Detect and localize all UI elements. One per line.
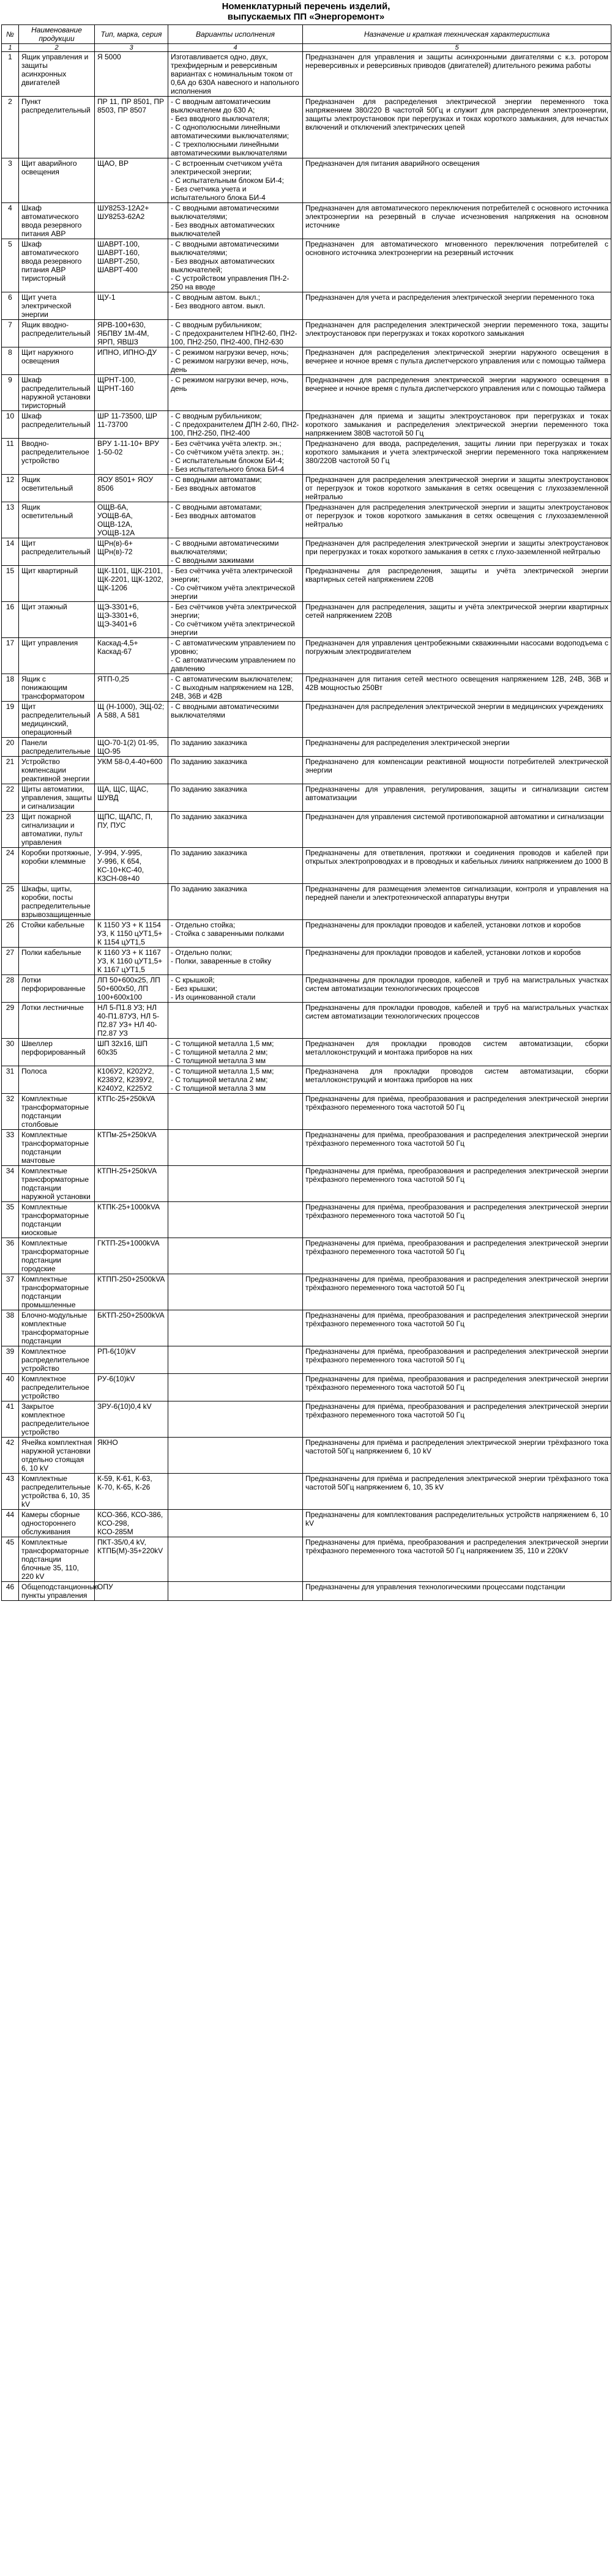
- table-row: [2, 1094, 611, 1130]
- row-number: 36: [2, 1238, 19, 1274]
- row-number: 28: [2, 975, 19, 1003]
- product-variants: - С вводным рубильником; - С предохранителем ДПН 2-60, ПН2-100, ПН2-250, ПН2-400: [168, 411, 303, 439]
- product-purpose: Предназначены для комплектования распределительных устройств напряжением 6, 10 kV: [303, 1510, 611, 1537]
- product-type: ЯКНО: [95, 1438, 168, 1474]
- table-row: [2, 702, 611, 738]
- table-row: [2, 1066, 611, 1094]
- table-row: [2, 411, 611, 439]
- product-purpose: Предназначен для приема и защиты электроустановок при перегрузках и токах короткого замыкания и распределения электрической энергии переменного тока напряжением 380В частотой 50 Гц: [303, 411, 611, 439]
- product-purpose: Предназначен для автоматического мгновенного переключения потребителей с основного источника электроэнергии на резервный источник: [303, 239, 611, 292]
- table-row: [2, 239, 611, 292]
- product-name: Щит этажный: [19, 602, 95, 638]
- product-type: КТПК-25+1000kVA: [95, 1202, 168, 1238]
- product-variants: - С толщиной металла 1,5 мм; - С толщиной металла 2 мм; - С толщиной металла 3 мм: [168, 1066, 303, 1094]
- product-name: Ящик осветительный: [19, 502, 95, 538]
- row-number: 4: [2, 203, 19, 239]
- product-name: Комплектные трансформаторные подстанции городские: [19, 1238, 95, 1274]
- row-number: 13: [2, 502, 19, 538]
- product-name: Комплектные трансформаторные подстанции мачтовые: [19, 1130, 95, 1166]
- product-variants: - Без счётчиков учёта электрической энергии; - Со счётчиком учёта электрической энергии: [168, 602, 303, 638]
- product-variants: - Без счётчика учёта электрической энергии; - Со счётчиком учёта электрической энергии: [168, 566, 303, 602]
- table-row: [2, 1346, 611, 1374]
- product-name: Комплектное распределительное устройство: [19, 1374, 95, 1401]
- row-number: 26: [2, 920, 19, 948]
- table-row: [2, 1582, 611, 1601]
- table-row: [2, 158, 611, 203]
- product-purpose: Предназначено для ввода, распределения, защиты линии при перегрузках и токах короткого замыкания и учета электрической энергии переменного тока напряжением 380/220В частотой 50 Гц: [303, 439, 611, 475]
- product-type: Каскад-4,5+ Каскад-67: [95, 638, 168, 674]
- row-number: 38: [2, 1310, 19, 1346]
- product-type: РУ-6(10)kV: [95, 1374, 168, 1401]
- product-name: Ящик осветительный: [19, 475, 95, 502]
- table-row: [2, 1166, 611, 1202]
- row-number: 10: [2, 411, 19, 439]
- product-variants: [168, 1130, 303, 1166]
- product-type: ЯТП-0,25: [95, 674, 168, 702]
- product-type: КТПП-250+2500kVA: [95, 1274, 168, 1310]
- row-number: 45: [2, 1537, 19, 1582]
- product-type: ЩО-70-1(2) 01-95, ЩО-95: [95, 738, 168, 757]
- table-header-row: [2, 25, 611, 44]
- product-purpose: Предназначены для приёма, преобразования и распределения электрической энергии трёхфазного переменного тока частотой 50 Гц: [303, 1401, 611, 1438]
- product-purpose: Предназначен для управления центробежными скважинными насосами водоподъема с погружным электродвигателем: [303, 638, 611, 674]
- product-name: Общеподстанционные пункты управления: [19, 1582, 95, 1601]
- product-type: ЩА, ЩС, ЩАС, ШУВД: [95, 784, 168, 812]
- products-table: [1, 24, 611, 1601]
- row-number: 43: [2, 1474, 19, 1510]
- product-name: Закрытое комплектное распределительное устройство: [19, 1401, 95, 1438]
- product-purpose: Предназначены для ответвления, протяжки и соединения проводов и кабелей при открытых электропроводках и в проводных и кабельных линиях напряжением до 1000 В: [303, 848, 611, 884]
- product-variants: - С вводными автоматическими выключателями: [168, 702, 303, 738]
- product-name: Полоса: [19, 1066, 95, 1094]
- product-type: ЯОУ 8501+ ЯОУ 8506: [95, 475, 168, 502]
- product-type: НЛ 5-П1.8 УЗ; НЛ 40-П1.87УЗ, НЛ 5-П2.87 УЗ+ НЛ 40-П2.87 УЗ: [95, 1003, 168, 1039]
- product-variants: - С крышкой; - Без крышки; - Из оцинкованной стали: [168, 975, 303, 1003]
- column-index: 1: [2, 44, 19, 52]
- product-purpose: Предназначен для распределения электрической энергии переменного тока, защиты электроустановок при перегрузках и токах короткого замыкания: [303, 320, 611, 347]
- product-purpose: Предназначены для управления, регулирования, защиты и сигнализации систем автоматизации: [303, 784, 611, 812]
- table-row: [2, 1003, 611, 1039]
- table-row: [2, 884, 611, 920]
- product-variants: [168, 1401, 303, 1438]
- table-row: [2, 975, 611, 1003]
- product-name: Щит пожарной сигнализации и автоматики, пульт управления: [19, 812, 95, 848]
- row-number: 20: [2, 738, 19, 757]
- row-number: 46: [2, 1582, 19, 1601]
- product-name: Комплектные трансформаторные подстанции столбовые: [19, 1094, 95, 1130]
- product-type: ЩРн(в)-6+ ЩРн(в)-72: [95, 538, 168, 566]
- row-number: 44: [2, 1510, 19, 1537]
- product-variants: - С толщиной металла 1,5 мм; - С толщиной металла 2 мм; - С толщиной металла 3 мм: [168, 1039, 303, 1066]
- product-variants: Изготавливается одно, двух, трехфидерным и реверсивным вариантах с номинальным током от 0,6А до 630А навесного и напольного исполнения: [168, 52, 303, 97]
- product-purpose: Предназначены для прокладки проводов, кабелей и труб на магистральных участках систем автоматизации технологических процессов: [303, 975, 611, 1003]
- product-name: Ящик с понижающим трансформатором: [19, 674, 95, 702]
- row-number: 12: [2, 475, 19, 502]
- product-variants: - С автоматическим управлением по уровню; - С автоматическим управлением по давлению: [168, 638, 303, 674]
- product-purpose: Предназначены для приёма, преобразования и распределения электрической энергии трёхфазного переменного тока частотой 50 Гц: [303, 1374, 611, 1401]
- product-type: ПКТ-35/0,4 kV, КТПБ(М)-35+220kV: [95, 1537, 168, 1582]
- product-variants: [168, 1238, 303, 1274]
- product-purpose: Предназначены для приёма, преобразования и распределения электрической энергии трёхфазного переменного тока частотой 50 Гц: [303, 1238, 611, 1274]
- product-name: Щит распределительный: [19, 538, 95, 566]
- row-number: 8: [2, 347, 19, 375]
- product-type: КТПс-25+250kVA: [95, 1094, 168, 1130]
- column-index: 4: [168, 44, 303, 52]
- row-number: 27: [2, 948, 19, 975]
- product-variants: - С вводными автоматами; - Без вводных автоматов: [168, 475, 303, 502]
- product-purpose: Предназначен для распределения, защиты и учёта электрической энергии квартирных сетей напряжением 220В: [303, 602, 611, 638]
- product-variants: - Отдельно полки; - Полки, заваренные в стойку: [168, 948, 303, 975]
- table-row: [2, 1274, 611, 1310]
- product-variants: [168, 1310, 303, 1346]
- row-number: 34: [2, 1166, 19, 1202]
- row-number: 9: [2, 375, 19, 411]
- product-variants: - С вводными автоматами; - Без вводных автоматов: [168, 502, 303, 538]
- product-purpose: Предназначен для распределения электрической энергии наружного освещения в вечернее и ночное время с пульта диспетчерского управления или с помощью таймера: [303, 347, 611, 375]
- product-name: Панели распределительные: [19, 738, 95, 757]
- product-type: ЩЭ-3301+6, ЩЭ-3301+6, ЩЭ-3401+6: [95, 602, 168, 638]
- row-number: 1: [2, 52, 19, 97]
- product-name: Ячейка комплектная наружной установки отдельно стоящая 6, 10 kV: [19, 1438, 95, 1474]
- table-row: [2, 757, 611, 784]
- product-purpose: Предназначен для распределения электрической энергии и защиты электроустановок при перегрузках и токах короткого замыкания в сетях с глухо-заземленной нейтралью: [303, 538, 611, 566]
- product-type: К 1160 УЗ + К 1167 УЗ, К 1160 цУТ1,5+ К 1167 цУТ1,5: [95, 948, 168, 975]
- product-variants: - С вводным автоматическим выключателем до 630 А; - Без вводного выключателя; - С однополюсными линейными автоматическими выключателями; - С трехполюсными линейными автоматическими выключателями: [168, 97, 303, 158]
- product-name: Шкаф автоматического ввода резервного питания АВР тиристорный: [19, 239, 95, 292]
- product-variants: [168, 1374, 303, 1401]
- product-name: Комплектные трансформаторные подстанции киосковые: [19, 1202, 95, 1238]
- row-number: 21: [2, 757, 19, 784]
- row-number: 31: [2, 1066, 19, 1094]
- product-variants: [168, 1474, 303, 1510]
- product-type: Щ (Н-1000), ЭЩ-02; А 588, А 581: [95, 702, 168, 738]
- product-purpose: Предназначены для приёма, преобразования и распределения электрической энергии трёхфазного переменного тока частотой 50 Гц напряжением 35, 110 и 220kV: [303, 1537, 611, 1582]
- product-purpose: Предназначен для управления системой противопожарной автоматики и сигнализации: [303, 812, 611, 848]
- product-variants: По заданию заказчика: [168, 812, 303, 848]
- product-purpose: Предназначены для приёма, преобразования и распределения электрической энергии трёхфазного переменного тока частотой 50 Гц: [303, 1094, 611, 1130]
- product-type: УКМ 58-0,4-40+600: [95, 757, 168, 784]
- table-row: [2, 738, 611, 757]
- row-number: 5: [2, 239, 19, 292]
- row-number: 11: [2, 439, 19, 475]
- product-name: Ящик вводно-распределительный: [19, 320, 95, 347]
- table-row: [2, 602, 611, 638]
- product-purpose: Предназначены для распределения электрической энергии: [303, 738, 611, 757]
- product-name: Лотки перфорированные: [19, 975, 95, 1003]
- product-variants: [168, 1094, 303, 1130]
- product-purpose: Предназначены для приёма, преобразования и распределения электрической энергии трёхфазного переменного тока частотой 50 Гц: [303, 1166, 611, 1202]
- product-variants: [168, 1166, 303, 1202]
- product-type: ШУ8253-12А2+ ШУ8253-62А2: [95, 203, 168, 239]
- product-name: Шкаф распределительный: [19, 411, 95, 439]
- title-line-2: выпускаемых ПП «Энергоремонт»: [227, 12, 385, 22]
- product-name: Лотки лестничные: [19, 1003, 95, 1039]
- row-number: 17: [2, 638, 19, 674]
- product-type: ЩУ-1: [95, 292, 168, 320]
- product-name: Стойки кабельные: [19, 920, 95, 948]
- product-type: Я 5000: [95, 52, 168, 97]
- product-name: Полки кабельные: [19, 948, 95, 975]
- product-purpose: Предназначен для распределения электрической энергии в медицинских учреждениях: [303, 702, 611, 738]
- product-name: Комплектные трансформаторные подстанции промышленные: [19, 1274, 95, 1310]
- product-purpose: Предназначены для приёма, преобразования и распределения электрической энергии трёхфазного переменного тока частотой 50 Гц: [303, 1310, 611, 1346]
- product-name: Шкаф автоматического ввода резервного питания АВР: [19, 203, 95, 239]
- table-row: [2, 1510, 611, 1537]
- product-variants: - С вводным рубильником; - С предохранителем НПН2-60, ПН2-100, ПН2-250, ПН2-400, ПН2-630: [168, 320, 303, 347]
- product-purpose: Предназначены для приёма, преобразования и распределения электрической энергии трёхфазного переменного тока частотой 50 Гц: [303, 1202, 611, 1238]
- product-name: Щит наружного освещения: [19, 347, 95, 375]
- header-type: Тип, марка, серия: [95, 25, 168, 44]
- product-type: ЩРНТ-100, ЩРНТ-160: [95, 375, 168, 411]
- product-variants: [168, 1274, 303, 1310]
- product-variants: По заданию заказчика: [168, 848, 303, 884]
- product-type: КТПм-25+250kVA: [95, 1130, 168, 1166]
- table-row: [2, 674, 611, 702]
- product-variants: - Отдельно стойка; - Стойка с заваренными полками: [168, 920, 303, 948]
- product-name: Щиты автоматики, управления, защиты и сигнализации: [19, 784, 95, 812]
- table-row: [2, 1039, 611, 1066]
- product-type: У-994, У-995, У-996, К 654, КС-10+КС-40, КЗСН-08+40: [95, 848, 168, 884]
- product-purpose: Предназначено для компенсации реактивной мощности потребителей электрической энергии: [303, 757, 611, 784]
- product-purpose: Предназначены для приёма и распределения электрической энергии трёхфазного тока частотой 50Гц напряжением 6, 10 kV: [303, 1438, 611, 1474]
- product-type: К106У2, К202У2, К238У2, К239У2, К240У2, К225У2: [95, 1066, 168, 1094]
- column-index: 5: [303, 44, 611, 52]
- product-variants: По заданию заказчика: [168, 738, 303, 757]
- row-number: 23: [2, 812, 19, 848]
- product-variants: - С вводными автоматическими выключателями; - Без вводных автоматических выключателей; - С устройством управления ПН-2-250 на вводе: [168, 239, 303, 292]
- product-variants: - С встроенным счетчиком учёта электрической энергии; - С испытательным блоком БИ-4; - Без счетчика учета и испытательного блока БИ-4: [168, 158, 303, 203]
- product-variants: - С автоматическим выключателем; - С выходным напряжением на 12В, 24В, 36В и 42В: [168, 674, 303, 702]
- product-variants: [168, 1537, 303, 1582]
- row-number: 6: [2, 292, 19, 320]
- product-name: Устройство компенсации реактивной энергии: [19, 757, 95, 784]
- row-number: 40: [2, 1374, 19, 1401]
- product-purpose: Предназначен для питания аварийного освещения: [303, 158, 611, 203]
- table-row: [2, 1238, 611, 1274]
- product-name: Щит учета электрической энергии: [19, 292, 95, 320]
- row-number: 18: [2, 674, 19, 702]
- product-type: ВРУ 1-11-10+ ВРУ 1-50-02: [95, 439, 168, 475]
- product-variants: - С вводными автоматическими выключателями; - Без вводных автоматических выключателей: [168, 203, 303, 239]
- table-row: [2, 920, 611, 948]
- product-type: ШП 32х16, ШП 60х35: [95, 1039, 168, 1066]
- table-row: [2, 1537, 611, 1582]
- product-type: КСО-366, КСО-386, КСО-298, КСО-285М: [95, 1510, 168, 1537]
- table-row: [2, 1310, 611, 1346]
- row-number: 29: [2, 1003, 19, 1039]
- header-variants: Варианты исполнения: [168, 25, 303, 44]
- row-number: 30: [2, 1039, 19, 1066]
- product-variants: - С режимом нагрузки вечер, ночь, день: [168, 375, 303, 411]
- product-type: ЗРУ-6(10)0,4 kV: [95, 1401, 168, 1438]
- product-variants: По заданию заказчика: [168, 757, 303, 784]
- product-name: Шкаф распределительный наружной установки тиристорный: [19, 375, 95, 411]
- table-row: [2, 1438, 611, 1474]
- product-purpose: Предназначен для питания сетей местного освещения напряжением 12В, 24В, 36В и 42В мощностью 250Вт: [303, 674, 611, 702]
- row-number: 33: [2, 1130, 19, 1166]
- product-type: ЯРВ-100+630, ЯБПВУ 1М-4М, ЯРП, ЯВШЗ: [95, 320, 168, 347]
- product-name: Щит квартирный: [19, 566, 95, 602]
- product-variants: [168, 1346, 303, 1374]
- product-purpose: Предназначены для размещения элементов сигнализации, контроля и управления на передней панели и электротехнической аппаратуры внутри: [303, 884, 611, 920]
- header-purpose: Назначение и краткая техническая характеристика: [303, 25, 611, 44]
- table-row: [2, 1130, 611, 1166]
- product-type: ИПНО, ИПНО-ДУ: [95, 347, 168, 375]
- product-purpose: Предназначены для приёма, преобразования и распределения электрической энергии трёхфазного переменного тока частотой 50 Гц: [303, 1274, 611, 1310]
- product-variants: По заданию заказчика: [168, 784, 303, 812]
- row-number: 39: [2, 1346, 19, 1374]
- row-number: 42: [2, 1438, 19, 1474]
- table-row: [2, 97, 611, 158]
- product-type: КТПН-25+250kVA: [95, 1166, 168, 1202]
- product-name: Щит управления: [19, 638, 95, 674]
- product-type: ЩАО, ВР: [95, 158, 168, 203]
- product-variants: - С режимом нагрузки вечер, ночь; - С режимом нагрузки вечер, ночь, день: [168, 347, 303, 375]
- product-variants: [168, 1438, 303, 1474]
- product-purpose: Предназначены для прокладки проводов, кабелей и труб на магистральных участках систем автоматизации технологических процессов: [303, 1003, 611, 1039]
- product-variants: [168, 1582, 303, 1601]
- product-type: ЩК-1101, ЩК-2101, ЩК-2201, ЩК-1202, ЩК-1206: [95, 566, 168, 602]
- product-purpose: Предназначен для распределения электрической энергии наружного освещения в вечернее и ночное время с пульта диспетчерского управления или с помощью таймера: [303, 375, 611, 411]
- product-type: ПР 11, ПР 8501, ПР 8503, ПР 8507: [95, 97, 168, 158]
- product-purpose: Предназначены для приёма, преобразования и распределения электрической энергии трёхфазного переменного тока частотой 50 Гц: [303, 1346, 611, 1374]
- product-purpose: Предназначен для управления и защиты асинхронными двигателями с к.з. ротором нереверсивных и реверсивных приводов (двигателей) длительного режима работы: [303, 52, 611, 97]
- table-row: [2, 292, 611, 320]
- product-purpose: Предназначены для приёма, преобразования и распределения электрической энергии трёхфазного переменного тока частотой 50 Гц: [303, 1130, 611, 1166]
- product-name: Комплектное распределительное устройство: [19, 1346, 95, 1374]
- table-row: [2, 1474, 611, 1510]
- row-number: 35: [2, 1202, 19, 1238]
- product-purpose: Предназначены для распределения, защиты и учёта электрической энергии квартирных сетей напряжением 220В: [303, 566, 611, 602]
- table-row: [2, 1202, 611, 1238]
- product-variants: [168, 1202, 303, 1238]
- table-body: [2, 52, 611, 1601]
- product-type: К-59, К-61, К-63, К-70, К-65, К-26: [95, 1474, 168, 1510]
- product-name: Вводно-распределительное устройство: [19, 439, 95, 475]
- product-name: Коробки протяжные, коробки клеммные: [19, 848, 95, 884]
- table-row: [2, 638, 611, 674]
- header-number: №: [2, 25, 19, 44]
- table-row: [2, 538, 611, 566]
- product-name: Комплектные трансформаторные подстанции блочные 35, 110, 220 kV: [19, 1537, 95, 1582]
- table-row: [2, 566, 611, 602]
- table-row: [2, 784, 611, 812]
- product-name: Швеллер перфорированный: [19, 1039, 95, 1066]
- table-row: [2, 52, 611, 97]
- table-row: [2, 375, 611, 411]
- product-type: ОЩВ-6А, УОЩВ-6А, ОЩВ-12А, УОЩВ-12А: [95, 502, 168, 538]
- product-purpose: Предназначена для прокладки проводов систем автоматизации, сборки металлоконструкций и монтажа приборов на них: [303, 1066, 611, 1094]
- product-type: БКТП-250+2500kVA: [95, 1310, 168, 1346]
- table-row: [2, 320, 611, 347]
- column-index-row: [2, 44, 611, 52]
- document-title: [0, 0, 612, 22]
- table-row: [2, 203, 611, 239]
- product-type: [95, 884, 168, 920]
- product-purpose: Предназначен для распределения электрической энергии и защиты электроустановок от перегрузок и токов короткого замыкания в сетях освещения с глухозаземленной нейтралью: [303, 502, 611, 538]
- row-number: 25: [2, 884, 19, 920]
- title-line-1: Номенклатурный перечень изделий,: [222, 1, 390, 12]
- product-type: ГКТП-25+1000kVA: [95, 1238, 168, 1274]
- product-type: ОПУ: [95, 1582, 168, 1601]
- row-number: 14: [2, 538, 19, 566]
- table-row: [2, 812, 611, 848]
- product-variants: - Без счётчика учёта электр. эн.; - Со счётчиком учёта электр. эн.; - С испытательным блоком БИ-4; - Без испытательного блока БИ-4: [168, 439, 303, 475]
- column-index: 3: [95, 44, 168, 52]
- product-name: Комплектные трансформаторные подстанции наружной установки: [19, 1166, 95, 1202]
- product-name: Щит аварийного освещения: [19, 158, 95, 203]
- table-row: [2, 948, 611, 975]
- product-variants: - С вводным автом. выкл.; - Без вводного автом. выкл.: [168, 292, 303, 320]
- product-name: Блочно-модульные комплектные трансформаторные подстанции: [19, 1310, 95, 1346]
- product-type: РП-6(10)kV: [95, 1346, 168, 1374]
- product-purpose: Предназначен для учета и распределения электрической энергии переменного тока: [303, 292, 611, 320]
- row-number: 15: [2, 566, 19, 602]
- product-variants: По заданию заказчика: [168, 884, 303, 920]
- table-row: [2, 502, 611, 538]
- product-purpose: Предназначены для приёма и распределения электрической энергии трёхфазного тока частотой 50Гц напряжением 6, 10, 35 kV: [303, 1474, 611, 1510]
- product-name: Камеры сборные одностороннего обслуживания: [19, 1510, 95, 1537]
- product-type: ЩПС, ЩАПС, П, ПУ, ПУС: [95, 812, 168, 848]
- product-name: Комплектные распределительные устройства 6, 10, 35 kV: [19, 1474, 95, 1510]
- row-number: 22: [2, 784, 19, 812]
- product-name: Шкафы, щиты, коробки, посты распределительные взрывозащищенные: [19, 884, 95, 920]
- product-type: ШАВРТ-100, ШАВРТ-160, ШАВРТ-250, ШАВРТ-400: [95, 239, 168, 292]
- product-type: ЛП 50+600х25, ЛП 50+600х50, ЛП 100+600х100: [95, 975, 168, 1003]
- product-name: Ящик управления и защиты асинхронных двигателей: [19, 52, 95, 97]
- product-variants: [168, 1510, 303, 1537]
- table-row: [2, 347, 611, 375]
- product-purpose: Предназначены для прокладки проводов и кабелей, установки лотков и коробов: [303, 920, 611, 948]
- product-purpose: Предназначен для автоматического переключения потребителей с основного источника электроэнергии на резервный в случае исчезновения напряжения на основном источнике: [303, 203, 611, 239]
- product-variants: - С вводными автоматическими выключателями; - С вводными зажимами: [168, 538, 303, 566]
- table-row: [2, 439, 611, 475]
- row-number: 37: [2, 1274, 19, 1310]
- row-number: 41: [2, 1401, 19, 1438]
- product-variants: [168, 1003, 303, 1039]
- product-purpose: Предназначен для распределения электрической энергии переменного тока напряжением 380/220 В частотой 50Гц и служит для распределения электроэнергии, защиты электроустановок при перегрузках и токах короткого замыкания, для нечастых включений и отключений электрических цепей: [303, 97, 611, 158]
- row-number: 7: [2, 320, 19, 347]
- row-number: 24: [2, 848, 19, 884]
- row-number: 32: [2, 1094, 19, 1130]
- table-row: [2, 475, 611, 502]
- row-number: 2: [2, 97, 19, 158]
- product-purpose: Предназначены для управления технологическими процессами подстанции: [303, 1582, 611, 1601]
- product-type: К 1150 УЗ + К 1154 УЗ, К 1150 цУТ1,5+ К 1154 цУТ1,5: [95, 920, 168, 948]
- row-number: 16: [2, 602, 19, 638]
- product-purpose: Предназначен для распределения электрической энергии и защиты электроустановок от перегрузок и токов короткого замыкания в сетях освещения с глухозаземленной нейтралью: [303, 475, 611, 502]
- row-number: 19: [2, 702, 19, 738]
- product-name: Пункт распределительный: [19, 97, 95, 158]
- table-row: [2, 1401, 611, 1438]
- product-type: ШР 11-73500, ШР 11-73700: [95, 411, 168, 439]
- row-number: 3: [2, 158, 19, 203]
- product-name: Щит распределительный медицинский, операционный: [19, 702, 95, 738]
- table-row: [2, 848, 611, 884]
- product-purpose: Предназначен для прокладки проводов систем автоматизации, сборки металлоконструкций и монтажа приборов на них: [303, 1039, 611, 1066]
- header-product-name: Наименование продукции: [19, 25, 95, 44]
- column-index: 2: [19, 44, 95, 52]
- table-row: [2, 1374, 611, 1401]
- product-purpose: Предназначены для прокладки проводов и кабелей, установки лотков и коробов: [303, 948, 611, 975]
